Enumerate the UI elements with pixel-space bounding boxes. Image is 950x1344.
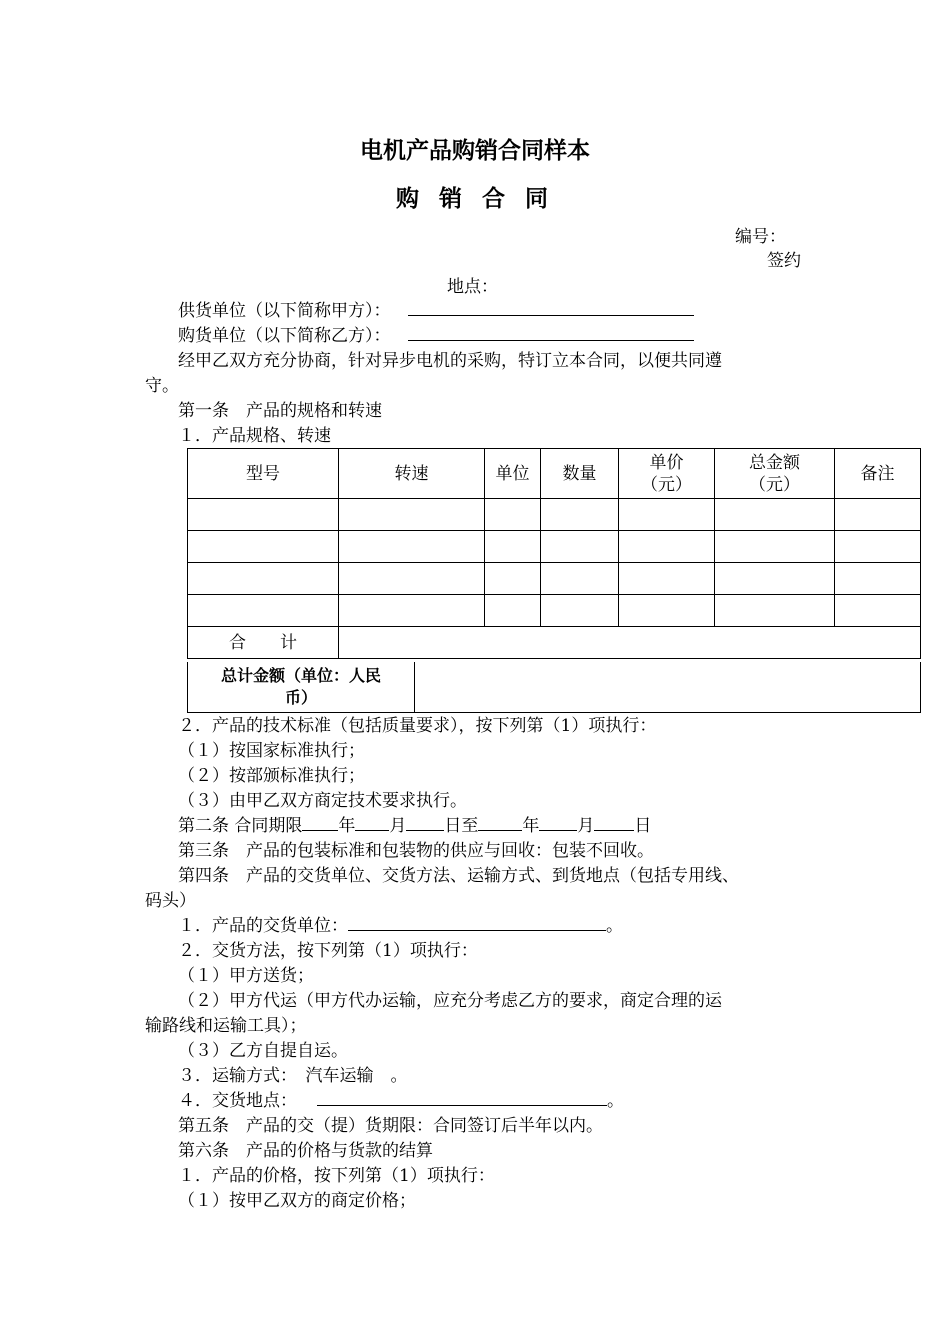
table-row <box>188 531 921 563</box>
article5: 第五条 产品的交（提）货期限：合同签订后半年以内。 <box>178 1116 603 1136</box>
article3: 第三条 产品的包装标准和包装物的供应与回收：包装不回收。 <box>178 841 654 861</box>
article1-option2: （２）按部颁标准执行； <box>178 766 365 786</box>
article4-item3: ３．运输方式： 汽车运输 。 <box>178 1066 408 1086</box>
delivery-place-blank[interactable] <box>317 1091 607 1106</box>
sign-label: 签约 <box>767 251 801 271</box>
supplier-blank[interactable] <box>408 301 694 316</box>
article1-option1: （１）按国家标准执行； <box>178 741 365 761</box>
sum-value-cell[interactable] <box>339 627 921 659</box>
grand-total-table <box>187 662 921 713</box>
header-unit: 单位 <box>485 449 541 499</box>
article4-item2: ２．交货方法，按下列第（1）项执行： <box>178 941 478 961</box>
article4-item1: １．产品的交货单位： 。 <box>178 916 623 936</box>
spec-table <box>187 448 921 659</box>
intro-line2: 守。 <box>145 376 179 396</box>
end-month-blank[interactable] <box>539 816 577 831</box>
supplier-line <box>178 300 694 322</box>
sum-label: 合 计 <box>188 627 339 659</box>
article2-line: 第二条 合同期限 年 月 日至 年 月 日 <box>178 816 652 836</box>
header-unit-price: 单价 （元） <box>619 449 715 499</box>
article1-option3: （３）由甲乙双方商定技术要求执行。 <box>178 791 467 811</box>
table-row <box>188 563 921 595</box>
sign-place-label: 地点： <box>447 277 498 297</box>
delivery-unit-blank[interactable] <box>348 916 606 931</box>
article1-heading: 第一条 产品的规格和转速 <box>178 401 382 421</box>
grand-total-label: 总计金额（单位：人民 币） <box>188 662 415 713</box>
article1-item2: ２．产品的技术标准（包括质量要求），按下列第（1）项执行： <box>178 716 657 736</box>
document-subtitle: 购 销 合 同 <box>395 186 555 212</box>
start-month-blank[interactable] <box>355 816 389 831</box>
supplier-label: 供货单位（以下简称甲方）： <box>178 301 391 321</box>
header-model: 型号 <box>188 449 339 499</box>
article6-item1: １．产品的价格，按下列第（1）项执行： <box>178 1166 495 1186</box>
article4-line2: 码头） <box>145 891 196 911</box>
grand-total-value-cell[interactable] <box>415 662 921 713</box>
contract-number-label: 编号： <box>735 227 786 247</box>
article4-item4: ４．交货地点： 。 <box>178 1091 624 1111</box>
article6-heading: 第六条 产品的价格与货款的结算 <box>178 1141 433 1161</box>
start-year-blank[interactable] <box>302 816 338 831</box>
article4-option2-line1: （２）甲方代运（甲方代办运输，应充分考虑乙方的要求，商定合理的运 <box>178 991 722 1011</box>
article4-option1: （１）甲方送货； <box>178 966 314 986</box>
start-day-blank[interactable] <box>406 816 444 831</box>
article6-option1: （１）按甲乙双方的商定价格； <box>178 1191 416 1211</box>
header-total-amount: 总金额 （元） <box>715 449 835 499</box>
sum-row <box>188 627 921 659</box>
table-header-row <box>188 449 921 499</box>
header-remarks: 备注 <box>835 449 921 499</box>
intro-line1: 经甲乙双方充分协商，针对异步电机的采购，特订立本合同，以便共同遵 <box>178 351 722 371</box>
header-quantity: 数量 <box>541 449 619 499</box>
buyer-line <box>178 325 694 347</box>
table-row <box>188 595 921 627</box>
table-row <box>188 499 921 531</box>
end-year-blank[interactable] <box>478 816 522 831</box>
buyer-blank[interactable] <box>408 326 694 341</box>
article4-option3: （３）乙方自提自运。 <box>178 1041 348 1061</box>
article1-item1: １．产品规格、转速 <box>178 426 331 446</box>
end-day-blank[interactable] <box>594 816 634 831</box>
buyer-label: 购货单位（以下简称乙方）： <box>178 326 391 346</box>
header-speed: 转速 <box>339 449 485 499</box>
document-title: 电机产品购销合同样本 <box>360 138 590 164</box>
article4-option2-line2: 输路线和运输工具）； <box>145 1016 307 1036</box>
article4-line1: 第四条 产品的交货单位、交货方法、运输方式、到货地点（包括专用线、 <box>178 866 739 886</box>
